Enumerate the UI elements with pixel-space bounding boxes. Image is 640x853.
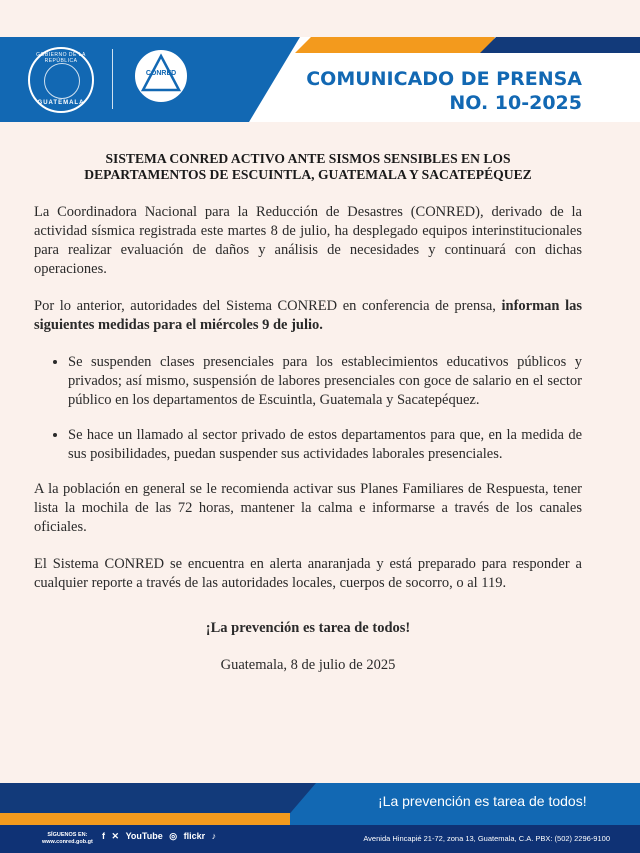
contact-address: Avenida Hincapié 21-72, zona 13, Guatemala, C.A. PBX: (502) 2296-9100 <box>363 834 610 843</box>
seal-bottom-text: GUATEMALA <box>37 100 85 106</box>
paragraph-recommendations: A la población en general se le recomienda activar sus Planes Familiares de Respuesta, tener lista la mochila de las 72 horas, mantener la calma e informarse a través de los canales oficiales. <box>34 481 582 535</box>
follow-us <box>42 832 93 846</box>
follow-us-label: SÍGUENOS EN: <box>47 832 88 838</box>
press-release-number: NO. 10-2025 <box>449 92 582 114</box>
document-body <box>34 151 582 693</box>
facebook-icon[interactable]: f <box>102 831 105 841</box>
tiktok-icon[interactable]: ♪ <box>211 831 217 841</box>
place-and-date: Guatemala, 8 de julio de 2025 <box>220 657 396 673</box>
paragraph-intro: La Coordinadora Nacional para la Reducción de Desastres (CONRED), derivado de la actividad sísmica registrada este martes 8 de julio, ha desplegado equipos interinstitucionales para realizar evaluación de daños y análisis de necesidades y continuará con dichas operaciones. <box>34 204 582 277</box>
headline-line-2: DEPARTAMENTOS DE ESCUINTLA, GUATEMALA Y SACATEPÉQUEZ <box>84 167 532 182</box>
letterhead-header <box>0 37 640 122</box>
document-headline <box>34 151 582 183</box>
footer-bar <box>0 825 640 853</box>
footer-band <box>0 783 640 825</box>
footer-slogan: ¡La prevención es tarea de todos! <box>378 793 587 809</box>
seal-top-text: GOBIERNO DE LA REPÚBLICA <box>36 52 86 64</box>
x-twitter-icon[interactable]: ✕ <box>111 831 120 841</box>
conred-logo-text: CONRED <box>145 70 177 77</box>
paragraph-measures-emphasis: informan las siguientes medidas para el miércoles 9 de julio. <box>34 298 583 333</box>
measure-item-2: • Se hace un llamado al sector privado de estos departamentos para que, en la medida de sus posibilidades, puedan suspender sus actividades laborales presenciales. <box>68 426 582 464</box>
paragraph-alert-status: El Sistema CONRED se encuentra en alerta anaranjada y está preparado para responder a cualquier reporte a través de las autoridades locales, cuerpos de socorro, o al 119. <box>34 556 582 591</box>
flickr-icon[interactable]: flickr <box>183 831 206 841</box>
paragraph-measures <box>34 297 582 335</box>
header-orange-band <box>295 37 495 53</box>
social-links <box>102 831 220 842</box>
headline-line-1: SISTEMA CONRED ACTIVO ANTE SISMOS SENSIBLES EN LOS <box>105 151 511 166</box>
footer-orange-band <box>0 813 290 825</box>
conred-logo <box>132 47 190 105</box>
header-navy-band <box>480 37 640 53</box>
paragraph-measures-text: Por lo anterior, autoridades del Sistema CONRED en conferencia de prensa, <box>34 298 502 314</box>
header-divider <box>112 49 113 109</box>
document-slogan: ¡La prevención es tarea de todos! <box>205 620 411 636</box>
instagram-icon[interactable]: ◎ <box>169 831 178 841</box>
measures-list <box>34 353 582 464</box>
press-release-heading: COMUNICADO DE PRENSA <box>306 68 582 90</box>
measure-item-1: • Se suspenden clases presenciales para los establecimientos educativos públicos y privados; así mismo, suspensión de labores presenciales con goce de salario en el sector público en los departamentos de Escuintla, Guatemala y Sacatepéquez. <box>68 353 582 410</box>
press-release-title <box>306 67 582 115</box>
website-link[interactable]: www.conred.gob.gt <box>42 839 93 845</box>
youtube-icon[interactable]: YouTube <box>125 831 163 841</box>
quetzal-emblem-icon <box>44 63 80 99</box>
government-seal <box>28 47 94 113</box>
